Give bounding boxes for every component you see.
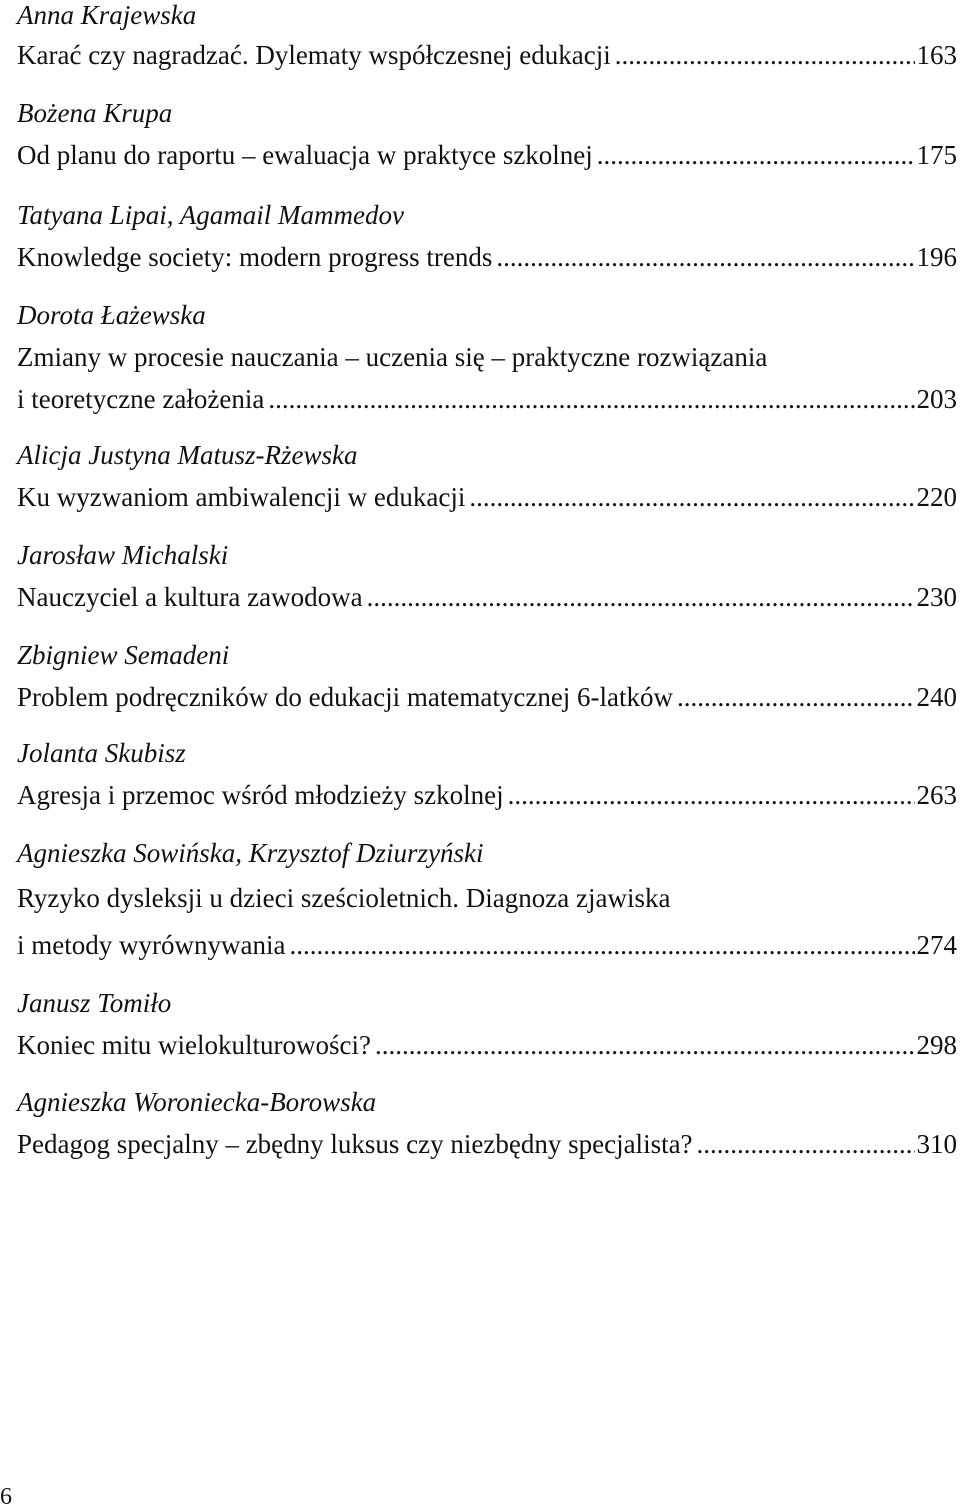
toc-entry	[17, 300, 957, 414]
entry-author: Agnieszka Woroniecka-Borowska	[17, 1087, 377, 1117]
entry-title: Od planu do raportu – ewaluacja w praktyce szkolnej	[17, 140, 593, 170]
entry-title-row[interactable]	[17, 582, 957, 612]
toc-entry	[17, 1087, 957, 1159]
entry-author: Bożena Krupa	[17, 98, 173, 128]
entry-author: Jolanta Skubisz	[17, 738, 186, 768]
dot-leader	[268, 384, 914, 414]
entry-page-number: 298	[916, 1030, 957, 1060]
entry-title-row[interactable]	[17, 140, 957, 170]
entry-page-number: 203	[916, 384, 957, 414]
entry-title-line: Ryzyko dysleksji u dzieci sześcioletnich. Diagnoza zjawiska	[17, 883, 671, 913]
entry-page-number: 220	[916, 482, 957, 512]
toc-entry	[17, 440, 957, 512]
entry-page-number: 196	[916, 242, 957, 272]
entry-page-number: 240	[916, 682, 957, 712]
entry-title-row[interactable]	[17, 780, 957, 810]
dot-leader	[367, 582, 915, 612]
toc-entry	[17, 838, 957, 960]
dot-leader	[289, 930, 914, 960]
entry-title: i metody wyrównywania	[17, 930, 286, 960]
entry-author: Agnieszka Sowińska, Krzysztof Dziurzyński	[17, 838, 484, 868]
page-number: 6	[0, 1484, 12, 1510]
entry-author: Zbigniew Semadeni	[17, 640, 230, 670]
toc-entry	[17, 200, 957, 272]
entry-page-number: 163	[916, 40, 957, 70]
dot-leader	[597, 140, 915, 170]
entry-title-line: Zmiany w procesie nauczania – uczenia się – praktyczne rozwiązania	[17, 342, 768, 372]
dot-leader	[469, 482, 914, 512]
dot-leader	[697, 1129, 915, 1159]
toc-entry	[17, 988, 957, 1060]
entry-title: Knowledge society: modern progress trends	[17, 242, 493, 272]
toc-entry	[17, 540, 957, 612]
entry-author: Alicja Justyna Matusz-Rżewska	[17, 440, 358, 470]
entry-title-row[interactable]	[17, 930, 957, 960]
entry-page-number: 274	[916, 930, 957, 960]
entry-page-number: 230	[916, 582, 957, 612]
entry-page-number: 263	[916, 780, 957, 810]
entry-title: Pedagog specjalny – zbędny luksus czy niezbędny specjalista?	[17, 1129, 693, 1159]
entry-author: Janusz Tomiło	[17, 988, 172, 1018]
entry-page-number: 310	[916, 1129, 957, 1159]
dot-leader	[677, 682, 914, 712]
entry-title-row[interactable]	[17, 1129, 957, 1159]
entry-title-row[interactable]	[17, 482, 957, 512]
entry-title: Karać czy nagradzać. Dylematy współczesnej edukacji	[17, 40, 611, 70]
entry-title-row[interactable]	[17, 242, 957, 272]
toc-entry	[17, 640, 957, 712]
entry-title-row[interactable]	[17, 682, 957, 712]
dot-leader	[615, 40, 915, 70]
entry-title-row[interactable]	[17, 384, 957, 414]
entry-author: Anna Krajewska	[17, 0, 197, 30]
toc-entry	[17, 98, 957, 170]
entry-author: Dorota Łażewska	[17, 300, 206, 330]
entry-title: Agresja i przemoc wśród młodzieży szkolnej	[17, 780, 504, 810]
dot-leader	[508, 780, 915, 810]
entry-title-row[interactable]	[17, 1030, 957, 1060]
entry-author: Tatyana Lipai, Agamail Mammedov	[17, 200, 405, 230]
dot-leader	[375, 1030, 915, 1060]
entry-page-number: 175	[916, 140, 957, 170]
entry-title: i teoretyczne założenia	[17, 384, 265, 414]
entry-author: Jarosław Michalski	[17, 540, 229, 570]
toc-entry	[17, 738, 957, 810]
entry-title: Ku wyzwaniom ambiwalencji w edukacji	[17, 482, 466, 512]
dot-leader	[496, 242, 914, 272]
toc-entry	[17, 0, 957, 70]
entry-title: Problem podręczników do edukacji matematycznej 6-latków	[17, 682, 674, 712]
entry-title: Koniec mitu wielokulturowości?	[17, 1030, 371, 1060]
entry-title: Nauczyciel a kultura zawodowa	[17, 582, 363, 612]
entry-title-row[interactable]	[17, 40, 957, 70]
